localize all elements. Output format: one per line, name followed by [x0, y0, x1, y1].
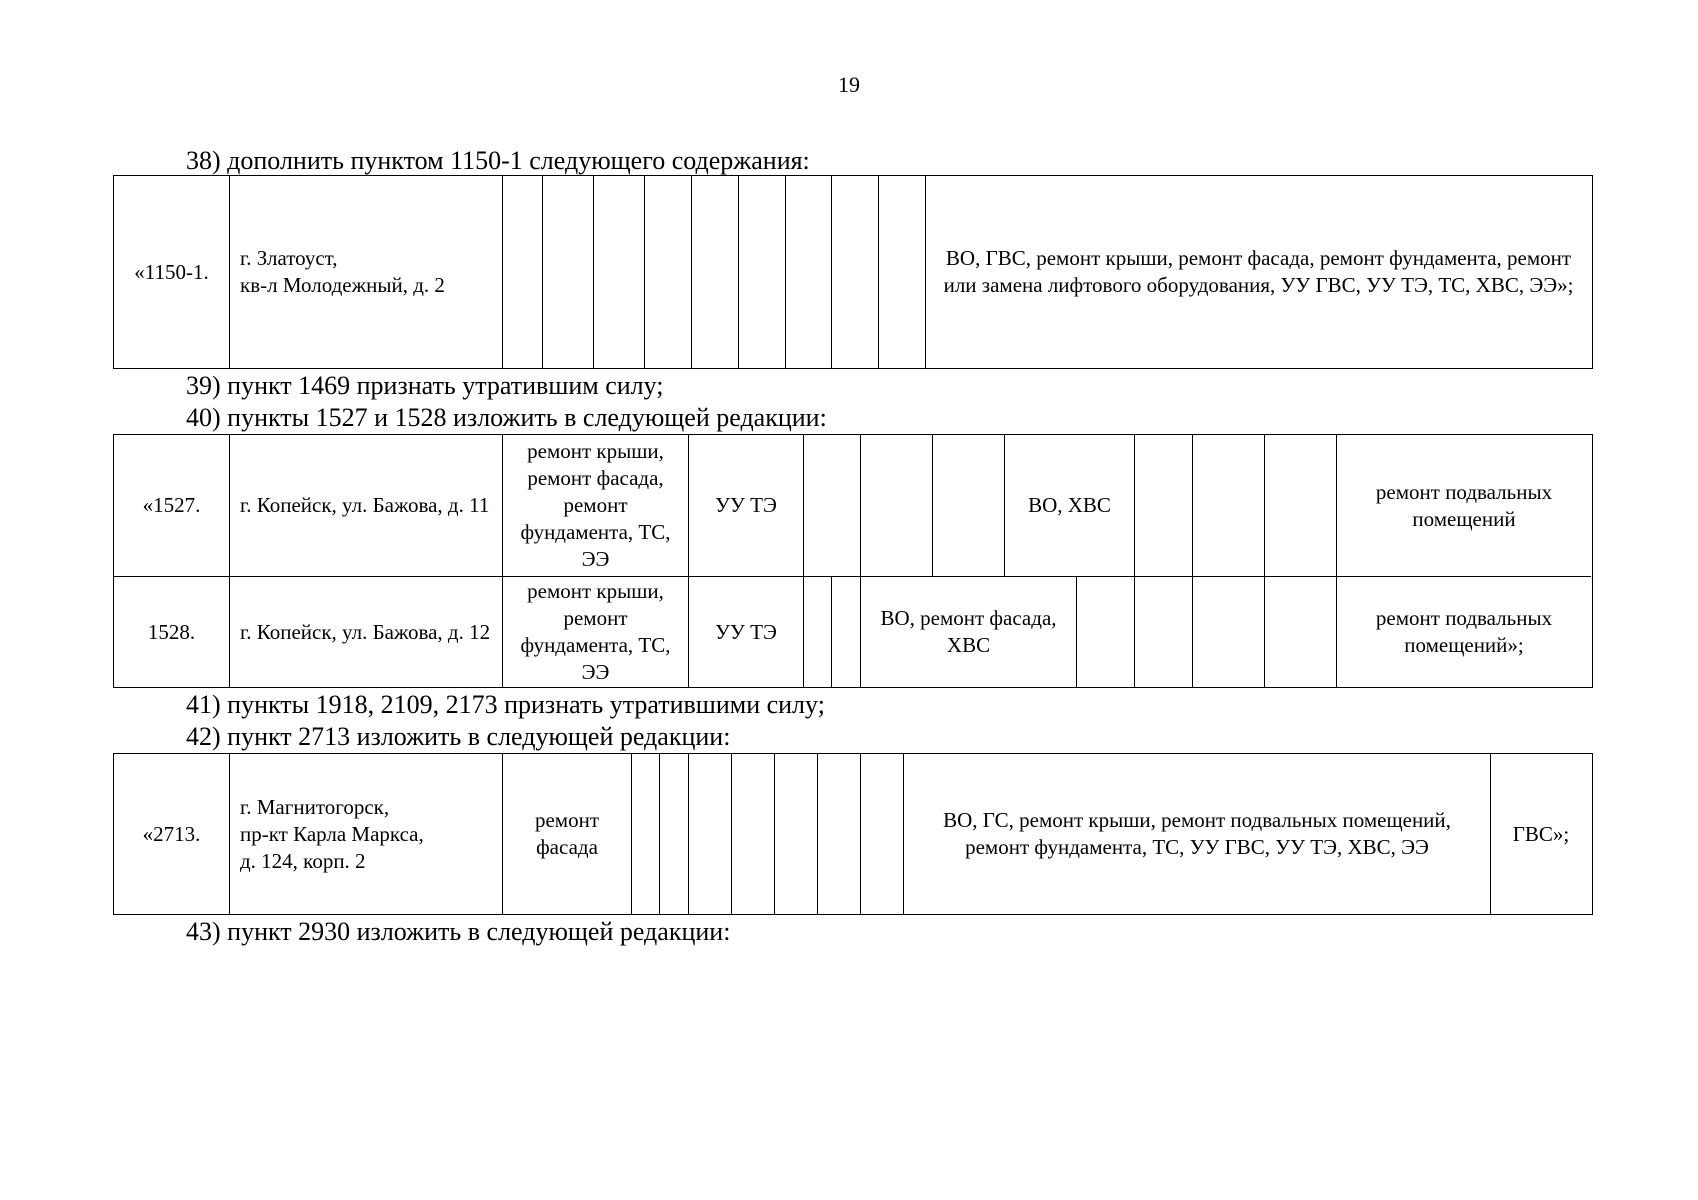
empty-cell [818, 754, 861, 914]
paragraph-42: 42) пункт 2713 изложить в следующей редакции: [186, 722, 731, 751]
paragraph-39: 39) пункт 1469 признать утратившим силу; [186, 371, 664, 400]
cell-last [1491, 754, 1591, 914]
cell-number [114, 754, 230, 914]
empty-cell [692, 176, 739, 368]
empty-cell [1193, 435, 1265, 577]
systems-text: ВО, ремонт фасада, ХВС [880, 606, 1057, 657]
basement-text: ремонт подвальных помещений [1375, 479, 1553, 531]
cell-repairs [503, 577, 689, 687]
empty-cell [786, 176, 832, 368]
empty-cell [503, 176, 543, 368]
works-text: ВО, ГВС, ремонт крыши, ремонт фасада, ремонт фундамента, ремонт или замена лифтового оборудования, УУ ГВС, УУ ТЭ, ТС, ХВС, ЭЭ»; [943, 246, 1574, 297]
address-text: г. Копейск, ул. Бажова, д. 12 [240, 619, 491, 644]
systems-text: ВО, ХВС [1028, 493, 1111, 517]
paragraph-41: 41) пункты 1918, 2109, 2173 признать утратившими силу; [186, 690, 825, 719]
cell-repairs [503, 435, 689, 577]
empty-cell [660, 754, 689, 914]
repairs-text: ремонт крыши, ремонт фундамента, ТС, ЭЭ [520, 579, 671, 684]
row-number: «1527. [142, 493, 201, 517]
table-items-1527-1528 [113, 434, 1593, 688]
basement-text: ремонт подвальных помещений»; [1375, 606, 1553, 657]
cell-number [114, 176, 230, 368]
empty-cell [645, 176, 692, 368]
empty-cell [732, 754, 775, 914]
repairs-text: ремонт фасада [534, 808, 600, 859]
cell-metering [689, 577, 804, 687]
cell-address [230, 577, 503, 687]
table-item-2713 [113, 753, 1593, 915]
empty-cell [1077, 577, 1135, 687]
cell-systems [1005, 435, 1135, 577]
works-text: ВО, ГС, ремонт крыши, ремонт подвальных помещений, ремонт фундамента, ТС, УУ ГВС, УУ ТЭ, ХВС, ЭЭ [943, 808, 1451, 859]
last-text: ГВС»; [1512, 821, 1570, 846]
empty-cell [832, 577, 861, 687]
row-number: 1528. [147, 619, 196, 644]
cell-works [926, 176, 1591, 368]
empty-cell [543, 176, 594, 368]
paragraph-38: 38) дополнить пунктом 1150-1 следующего содержания: [186, 146, 810, 175]
empty-cell [861, 435, 933, 577]
cell-number [114, 577, 230, 687]
cell-systems [861, 577, 1077, 687]
row-number: «1150-1. [134, 259, 209, 284]
cell-basement [1337, 577, 1591, 687]
metering-text: УУ ТЭ [715, 493, 777, 517]
empty-cell [832, 176, 879, 368]
empty-cell [879, 176, 926, 368]
table-item-1150-1 [113, 175, 1593, 369]
address-text: г. Магнитогорск, пр-кт Карла Маркса, д. 124, корп. 2 [240, 794, 424, 873]
address-text: г. Копейск, ул. Бажова, д. 11 [240, 493, 490, 517]
cell-basement [1337, 435, 1591, 577]
empty-cell [739, 176, 786, 368]
metering-text: УУ ТЭ [715, 619, 777, 644]
paragraph-43: 43) пункт 2930 изложить в следующей редакции: [186, 917, 731, 946]
empty-cell [933, 435, 1005, 577]
cell-repairs [503, 754, 632, 914]
empty-cell [804, 435, 861, 577]
row-number: «2713. [142, 821, 201, 846]
address-text: г. Златоуст, кв-л Молодежный, д. 2 [240, 246, 445, 297]
repairs-text: ремонт крыши, ремонт фасада, ремонт фундамента, ТС, ЭЭ [520, 439, 671, 571]
cell-address [230, 176, 503, 368]
empty-cell [1135, 435, 1193, 577]
empty-cell [775, 754, 818, 914]
cell-number [114, 435, 230, 577]
cell-works [904, 754, 1491, 914]
empty-cell [632, 754, 660, 914]
empty-cell [861, 754, 904, 914]
cell-address [230, 754, 503, 914]
page-number: 19 [838, 72, 860, 97]
paragraph-40: 40) пункты 1527 и 1528 изложить в следующей редакции: [186, 403, 827, 432]
cell-metering [689, 435, 804, 577]
empty-cell [1265, 435, 1337, 577]
empty-cell [594, 176, 645, 368]
empty-cell [1135, 577, 1193, 687]
empty-cell [804, 577, 832, 687]
empty-cell [1193, 577, 1265, 687]
cell-address [230, 435, 503, 577]
empty-cell [1265, 577, 1337, 687]
empty-cell [689, 754, 732, 914]
